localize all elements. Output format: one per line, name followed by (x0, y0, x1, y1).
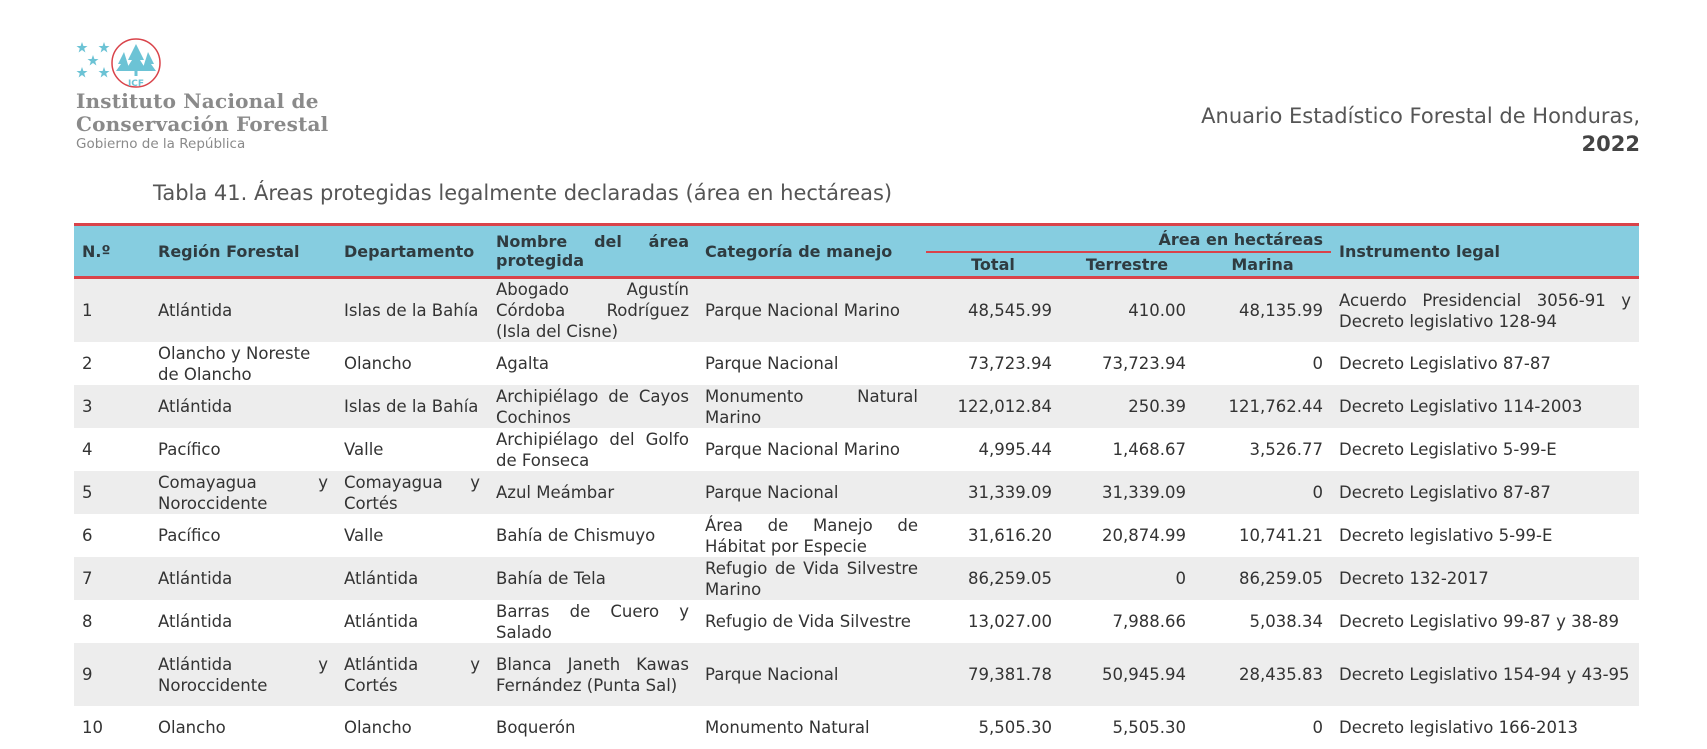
cell-departamento: Atlántida (336, 557, 488, 600)
cell-total: 73,723.94 (926, 342, 1060, 385)
cell-region: Atlántida (150, 557, 336, 600)
header-no: N.º (74, 225, 150, 278)
cell-categoria: Refugio de Vida Silvestre Marino (697, 557, 926, 600)
cell-departamento: Olancho (336, 342, 488, 385)
table-row (74, 428, 1639, 471)
star-icon (77, 42, 88, 53)
table-header (74, 225, 1639, 278)
cell-no: 8 (74, 600, 150, 643)
cell-region: Atlántida (150, 278, 336, 343)
cell-region: Olancho (150, 706, 336, 749)
cell-total: 86,259.05 (926, 557, 1060, 600)
cell-nombre: Azul Meámbar (488, 471, 697, 514)
cell-departamento: Valle (336, 428, 488, 471)
cell-nombre: Blanca Janeth Kawas Fernández (Punta Sal) (488, 643, 697, 706)
table-row (74, 278, 1639, 343)
cell-nombre: Agalta (488, 342, 697, 385)
cell-region: Atlántida (150, 385, 336, 428)
cell-instrumento: Acuerdo Presidencial 3056-91 y Decreto legislativo 128-94 (1331, 278, 1639, 343)
cell-categoria: Parque Nacional Marino (697, 278, 926, 343)
cell-terrestre: 410.00 (1060, 278, 1194, 343)
cell-categoria: Parque Nacional (697, 342, 926, 385)
cell-terrestre: 5,505.30 (1060, 706, 1194, 749)
logo-emblem-icon (76, 38, 196, 90)
cell-instrumento: Decreto legislativo 166-2013 (1331, 706, 1639, 749)
cell-departamento: Islas de la Bahía (336, 278, 488, 343)
cell-departamento: Islas de la Bahía (336, 385, 488, 428)
cell-marina: 121,762.44 (1194, 385, 1331, 428)
cell-terrestre: 0 (1060, 557, 1194, 600)
cell-instrumento: Decreto Legislativo 154-94 y 43-95 (1331, 643, 1639, 706)
cell-categoria: Parque Nacional Marino (697, 428, 926, 471)
institution-name-line1: Instituto Nacional de (76, 90, 328, 113)
cell-no: 4 (74, 428, 150, 471)
cell-categoria: Área de Manejo de Hábitat por Especie (697, 514, 926, 557)
cell-no: 1 (74, 278, 150, 343)
cell-no: 9 (74, 643, 150, 706)
table-row (74, 600, 1639, 643)
table-row (74, 471, 1639, 514)
header-total: Total (926, 252, 1060, 278)
cell-instrumento: Decreto legislativo 5-99-E (1331, 514, 1639, 557)
cell-departamento: Atlántida (336, 600, 488, 643)
cell-terrestre: 73,723.94 (1060, 342, 1194, 385)
cell-categoria: Monumento Natural Marino (697, 385, 926, 428)
cell-departamento: Valle (336, 514, 488, 557)
cell-no: 7 (74, 557, 150, 600)
cell-instrumento: Decreto 132-2017 (1331, 557, 1639, 600)
header-terrestre: Terrestre (1060, 252, 1194, 278)
star-icon (77, 67, 88, 78)
table-row (74, 342, 1639, 385)
protected-areas-table (74, 223, 1639, 749)
header-nombre: Nombre del área protegida (488, 225, 697, 278)
cell-departamento: Comayagua y Cortés (336, 471, 488, 514)
cell-marina: 10,741.21 (1194, 514, 1331, 557)
cell-marina: 28,435.83 (1194, 643, 1331, 706)
cell-departamento: Olancho (336, 706, 488, 749)
cell-instrumento: Decreto Legislativo 114-2003 (1331, 385, 1639, 428)
report-title-block (1201, 102, 1640, 158)
header-instrumento: Instrumento legal (1331, 225, 1639, 278)
cell-instrumento: Decreto Legislativo 5-99-E (1331, 428, 1639, 471)
institution-logo (76, 38, 376, 158)
cell-terrestre: 250.39 (1060, 385, 1194, 428)
header-region: Región Forestal (150, 225, 336, 278)
cell-categoria: Parque Nacional (697, 643, 926, 706)
cell-total: 31,616.20 (926, 514, 1060, 557)
cell-marina: 0 (1194, 342, 1331, 385)
cell-nombre: Boquerón (488, 706, 697, 749)
cell-no: 2 (74, 342, 150, 385)
protected-areas-table-container (74, 223, 1639, 749)
cell-marina: 3,526.77 (1194, 428, 1331, 471)
cell-marina: 0 (1194, 706, 1331, 749)
logo-acronym: ICF (128, 79, 144, 89)
cell-nombre: Abogado Agustín Córdoba Rodríguez (Isla del Cisne) (488, 278, 697, 343)
cell-total: 48,545.99 (926, 278, 1060, 343)
table-caption: Tabla 41. Áreas protegidas legalmente declaradas (área en hectáreas) (153, 181, 892, 205)
star-icon (99, 42, 110, 53)
cell-terrestre: 50,945.94 (1060, 643, 1194, 706)
cell-terrestre: 31,339.09 (1060, 471, 1194, 514)
cell-region: Comayagua y Noroccidente (150, 471, 336, 514)
header-area-group: Área en hectáreas (926, 225, 1331, 253)
cell-terrestre: 7,988.66 (1060, 600, 1194, 643)
table-row (74, 514, 1639, 557)
cell-region: Olancho y Noreste de Olancho (150, 342, 336, 385)
cell-region: Pacífico (150, 514, 336, 557)
cell-categoria: Refugio de Vida Silvestre (697, 600, 926, 643)
institution-name (76, 90, 328, 136)
cell-instrumento: Decreto Legislativo 99-87 y 38-89 (1331, 600, 1639, 643)
cell-total: 4,995.44 (926, 428, 1060, 471)
cell-total: 79,381.78 (926, 643, 1060, 706)
cell-no: 6 (74, 514, 150, 557)
table-row (74, 706, 1639, 749)
cell-nombre: Barras de Cuero y Salado (488, 600, 697, 643)
cell-categoria: Monumento Natural (697, 706, 926, 749)
table-row (74, 385, 1639, 428)
table-row (74, 643, 1639, 706)
cell-nombre: Archipiélago de Cayos Cochinos (488, 385, 697, 428)
cell-total: 31,339.09 (926, 471, 1060, 514)
cell-no: 10 (74, 706, 150, 749)
cell-total: 122,012.84 (926, 385, 1060, 428)
cell-total: 13,027.00 (926, 600, 1060, 643)
cell-marina: 86,259.05 (1194, 557, 1331, 600)
report-year: 2022 (1201, 130, 1640, 158)
header-departamento: Departamento (336, 225, 488, 278)
cell-departamento: Atlántida y Cortés (336, 643, 488, 706)
table-body (74, 278, 1639, 749)
cell-terrestre: 1,468.67 (1060, 428, 1194, 471)
cell-terrestre: 20,874.99 (1060, 514, 1194, 557)
cell-total: 5,505.30 (926, 706, 1060, 749)
cell-marina: 0 (1194, 471, 1331, 514)
institution-name-line2: Conservación Forestal (76, 113, 328, 136)
cell-instrumento: Decreto Legislativo 87-87 (1331, 342, 1639, 385)
cell-nombre: Bahía de Tela (488, 557, 697, 600)
header-marina: Marina (1194, 252, 1331, 278)
report-title: Anuario Estadístico Forestal de Honduras, (1201, 102, 1640, 130)
cell-no: 5 (74, 471, 150, 514)
cell-region: Atlántida y Noroccidente (150, 643, 336, 706)
cell-nombre: Archipiélago del Golfo de Fonseca (488, 428, 697, 471)
cell-region: Pacífico (150, 428, 336, 471)
cell-categoria: Parque Nacional (697, 471, 926, 514)
star-icon (99, 67, 110, 78)
cell-no: 3 (74, 385, 150, 428)
table-row (74, 557, 1639, 600)
cell-marina: 48,135.99 (1194, 278, 1331, 343)
cell-marina: 5,038.34 (1194, 600, 1331, 643)
header-categoria: Categoría de manejo (697, 225, 926, 278)
cell-region: Atlántida (150, 600, 336, 643)
cell-instrumento: Decreto Legislativo 87-87 (1331, 471, 1639, 514)
star-icon (88, 55, 99, 66)
cell-nombre: Bahía de Chismuyo (488, 514, 697, 557)
institution-subtitle: Gobierno de la República (76, 136, 245, 152)
